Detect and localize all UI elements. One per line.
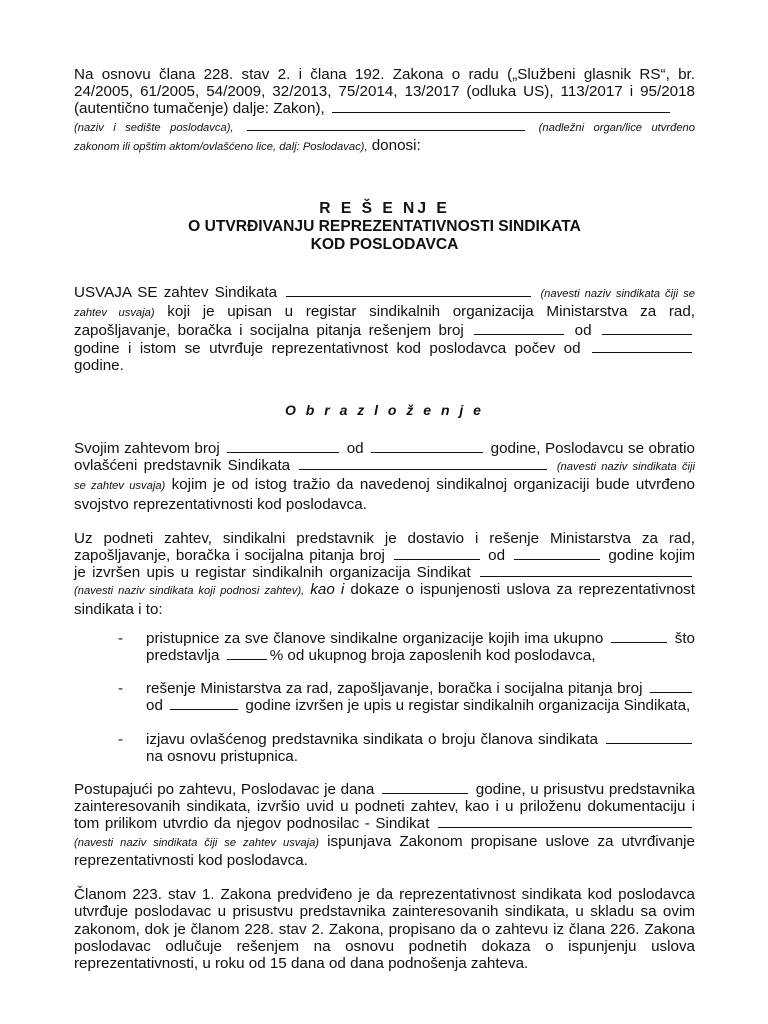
- title-line-3: KOD POSLODAVCA: [310, 236, 459, 254]
- intro-paragraph: [74, 66, 695, 156]
- authority-blank[interactable]: [247, 118, 525, 131]
- p3-text-2: godine, u prisustvu predstavnika zainteresovanih sindikata, izvršio uvid u podneti zahtev, kao i u priloženu dokumentaciju i tom prilikom utvrdio da njegov podnosilac - Sindikat: [74, 781, 695, 833]
- request-number-blank[interactable]: [227, 440, 339, 453]
- employer-blank[interactable]: [332, 100, 670, 113]
- p2-note: (navesti naziv sindikata koji podnosi zahtev),: [74, 585, 305, 598]
- usvaja-note: (navesti naziv sindikata čiji se zahtev usvaja): [74, 288, 695, 320]
- decision-date-blank[interactable]: [602, 322, 692, 335]
- paragraph-documents: [74, 530, 695, 618]
- p2-text-3: godine kojim je izvršen upis u registar sindikalnih organizacija Sindikat: [74, 547, 695, 582]
- request-date-blank[interactable]: [371, 440, 483, 453]
- intro-note-authority: (nadležni organ/lice utvrđeno zakonom ili opštim aktom/ovlašćeno lice, dalj: Poslodavac),: [74, 121, 695, 153]
- ministry-decision-number-blank[interactable]: [394, 547, 480, 560]
- list-item: - pristupnice za sve članove sindikalne organizacije kojih ima ukupno što predstavlja % od ukupnog broja zaposlenih kod poslodavca,: [74, 630, 695, 664]
- p1-text-4: kojim je od istog tražio da navedenoj sindikalnoj organizaciji bude utvrđeno svojstvo reprezentativnosti kod poslodavca.: [74, 476, 695, 513]
- usvaja-text-5: godine.: [74, 356, 124, 374]
- p3-text-3: ispunjava Zakonom propisane uslove za utvrđivanje reprezentativnosti kod poslodavca.: [74, 832, 695, 869]
- union-name-blank-2[interactable]: [299, 457, 547, 470]
- p2-text-1: Uz podneti zahtev, sindikalni predstavnik je dostavio i rešenje Ministarstva za rad, zapošljavanje, boračka i socijalna pitanja broj: [74, 529, 695, 565]
- list-decision-date-blank[interactable]: [170, 697, 238, 710]
- decision-number-blank[interactable]: [474, 322, 564, 335]
- usvaja-text-3: od: [574, 322, 592, 340]
- p2-text-2: od: [488, 547, 506, 565]
- p1-text-2: od: [346, 440, 364, 458]
- members-count-blank[interactable]: [611, 630, 667, 643]
- union-name-blank-4[interactable]: [438, 815, 692, 828]
- members-statement-blank[interactable]: [606, 731, 692, 744]
- paragraph-request: [74, 440, 695, 513]
- document-page: [74, 66, 695, 972]
- list-item: - izjavu ovlašćenog predstavnika sindikata o broju članova sindikata na osnovu pristupnica.: [74, 731, 695, 765]
- evidence-list: [74, 630, 695, 765]
- p4-text: Članom 223. stav 1. Zakona predviđeno je da reprezentativnost sindikata kod poslodavca utvrđuje poslodavac u prisustvu predstavnika zainteresovanih sindikata, u skladu sa ovim zakonom, dok je članom 228. stav 2. Zakona, propisano da o zahtevu iz člana 226. Zakona poslodavac odlučuje rešenjem na osnovu podnetih dokaza o ispunjenju uslova reprezentativnosti, u roku od 15 dana od dana podnošenja zahteva.: [74, 886, 695, 972]
- obrazlozenje-heading: O b r a z l o ž e n j e: [285, 402, 484, 419]
- p2-text-5: dokaze o ispunjenosti uslova za reprezentativnost sindikata i to:: [74, 581, 695, 618]
- intro-note-employer: (naziv i sedište poslodavca),: [74, 121, 234, 134]
- inspection-date-blank[interactable]: [382, 781, 468, 794]
- union-name-blank-3[interactable]: [480, 564, 692, 577]
- intro-text: Na osnovu člana 228. stav 2. i člana 192. Zakona o radu („Službeni glasnik RS“, br. 24/2005, 61/2005, 54/2009, 32/2013, 75/2014, 13/2017 (odluka US), 113/2017 i 95/2018 (autentično tumačenje) dalje: Zakon),: [74, 66, 695, 118]
- start-date-blank[interactable]: [592, 340, 692, 353]
- intro-donosi: donosi:: [371, 136, 421, 154]
- title-line-2: O UTVRĐIVANJU REPREZENTATIVNOSTI SINDIKATA: [188, 218, 581, 236]
- title-resenje: R E Š E NJ E: [319, 200, 450, 218]
- p1-text-3: godine, Poslodavcu se obratio ovlašćeni predstavnik Sindikata: [74, 440, 695, 475]
- usvaja-text-1: USVAJA SE zahtev Sindikata: [74, 284, 278, 302]
- usvaja-paragraph: [74, 284, 695, 374]
- p2-kao-i: kao i: [310, 581, 345, 599]
- union-name-blank[interactable]: [286, 284, 531, 297]
- paragraph-law: [74, 886, 695, 972]
- list-item: - rešenje Ministarstva za rad, zapošljavanje, boračka i socijalna pitanja broj od godine izvršen je upis u registar sindikalnih organizacija Sindikata,: [74, 680, 695, 714]
- p1-note: (navesti naziv sindikata čiji se zahtev usvaja): [74, 461, 695, 493]
- percent-blank[interactable]: [227, 647, 267, 660]
- p3-text-1: Postupajući po zahtevu, Poslodavac je dana: [74, 781, 375, 799]
- ministry-decision-date-blank[interactable]: [514, 547, 600, 560]
- document-title: [74, 200, 695, 254]
- list-decision-number-blank[interactable]: [650, 680, 692, 693]
- usvaja-text-4: godine i istom se utvrđuje reprezentativnost kod poslodavca počev od: [74, 339, 581, 357]
- paragraph-inspection: [74, 781, 695, 869]
- p3-note: (navesti naziv sindikata čiji se zahtev usvaja): [74, 836, 320, 849]
- p1-text-1: Svojim zahtevom broj: [74, 440, 220, 458]
- usvaja-text-2: koji je upisan u registar sindikalnih organizacija Ministarstva za rad, zapošljavanje, boračka i socijalna pitanja rešenjem broj: [74, 303, 695, 340]
